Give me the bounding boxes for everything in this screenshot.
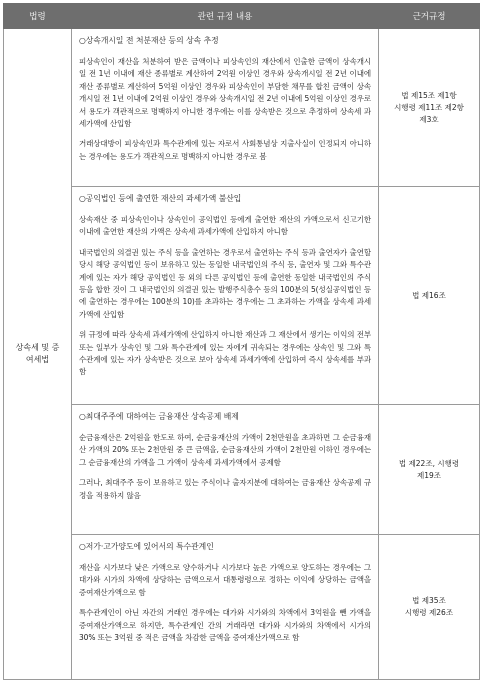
content-cell <box>72 535 379 680</box>
ref-line: 법 제35조 <box>412 596 446 605</box>
ref-line: 법 제22조, 시행령 <box>398 458 460 468</box>
section-paragraph: 그러나, 최대주주 등이 보유하고 있는 주식이나 출자지분에 대하여는 금융재산 상속공제 규정을 적용하지 않음 <box>79 478 371 500</box>
ref-line: 제3호 <box>419 114 439 124</box>
table-row <box>4 535 480 680</box>
law-group-cell <box>4 29 72 680</box>
ref-cell <box>379 405 480 535</box>
section-title: ○최대주주에 대하여는 금융재산 상속공제 배제 <box>79 412 239 421</box>
regulation-table <box>3 3 480 680</box>
ref-line: 제19조 <box>416 470 442 480</box>
section-paragraph: 피상속인이 재산을 처분하여 받은 금액이나 피상속인의 재산에서 인출한 금액이 상속개시일 전 1년 이내에 재산 종류별로 계산하여 2억원 이상인 경우와 상속개시일 전 2년 이내에 재산 종류별로 계산하여 5억원 이상인 경우와 피상속인이 부담한 채무를 합친 금액이 상속개시일 전 1년 이내에 2억원 이상인 경우와 상속개시일 전 2년 이내에 5억원 이상인 경우로서 용도가 객관적으로 명백하지 아니한 경우에는 이를 상속받은 것으로 추정하여 상속세 과세가액에 산입함 <box>79 57 371 129</box>
section-title: ○상속개시일 전 처분재산 등의 상속 추정 <box>79 36 219 45</box>
ref-cell <box>379 29 480 187</box>
section-paragraph: 상속재산 중 피상속인이나 상속인이 공익법인 등에게 출연한 재산의 가액으로서 신고기한 이내에 출연한 재산의 가액은 상속세 과세가액에 산입하지 아니함 <box>79 215 371 237</box>
section-paragraph: 내국법인의 의결권 있는 주식 등을 출연하는 경우로서 출연하는 주식 등과 출연자가 출연할 당시 해당 공익법인 등이 보유하고 있는 동일한 내국법인의 주식 등, 출연자 및 그와 특수관계에 있는 자가 해당 공익법인 등 외의 다른 공익법인 등에 출연한 동일한 내국법인의 주식 등을 합한 것이 그 내국법인의 의결권 있는 발행주식총수 등의 100분의 5(성실공익법인 등에 출연하는 경우에는 100분의 10)를 초과하는 경우에는 그 초과하는 가액을 상속세 과세가액에 산입함 <box>79 247 371 319</box>
ref-cell <box>379 187 480 405</box>
section-paragraph: 거래상대방이 피상속인과 특수관계에 있는 자로서 사회통념상 지출사실이 인정되지 아니하는 경우에는 용도가 객관적으로 명백하지 아니한 경우로 봄 <box>79 139 371 161</box>
header-ref: 근거규정 <box>379 4 480 29</box>
table-row <box>4 29 480 187</box>
section-title: ○공익법인 등에 출연한 재산의 과세가액 불산입 <box>79 194 242 203</box>
table-header-row <box>4 4 480 29</box>
ref-line: 시행령 제26조 <box>404 608 454 617</box>
section-title: ○저가·고가양도에 있어서의 특수관계인 <box>79 542 214 551</box>
table-row <box>4 405 480 535</box>
content-cell <box>72 405 379 535</box>
ref-line: 시행령 제11조 제2항 <box>394 102 464 112</box>
section-paragraph: 재산을 시가보다 낮은 가액으로 양수하거나 시가보다 높은 가액으로 양도하는 경우에는 그 대가와 시가의 차액에 상당하는 금액으로서 대통령령으로 정하는 이익에 상당하는 금액을 증여재산가액으로 함 <box>79 563 371 597</box>
ref-line: 법 제15조 제1항 <box>401 90 457 100</box>
section-paragraph: 위 규정에 따라 상속세 과세가액에 산입하지 아니한 재산과 그 재산에서 생기는 이익의 전부 또는 일부가 상속인 및 그와 특수관계에 있는 자에게 귀속되는 경우에는 상속인 및 그와 특수관계에 있는 자가 상속받은 것으로 보아 상속세 과세가액에 산입하여 즉시 상속세를 부과함 <box>79 330 371 377</box>
ref-cell <box>379 535 480 680</box>
table-row <box>4 187 480 405</box>
header-content: 관련 규정 내용 <box>72 4 379 29</box>
section-paragraph: 순금융재산은 2억원을 한도로 하여, 순금융재산의 가액이 2천만원을 초과하면 그 순금융재산 가액의 20% 또는 2천만원 중 큰 금액을, 순금융재산의 가액이 2천만원 이하인 경우에는 그 순금융재산의 가액을 그 가액이 상속세 과세가액에서 공제함 <box>79 433 371 467</box>
header-law: 법령 <box>4 4 72 29</box>
section-paragraph: 특수관계인이 아닌 자간의 거래인 경우에는 대가와 시가와의 차액에서 3억원을 뺀 가액을 증여재산가액으로 하지만, 특수관계인 간의 거래라면 대가와 시가와의 차액에서 시가의 30% 또는 3억원 중 적은 금액을 차감한 금액을 증여재산가액으로 함 <box>79 608 371 643</box>
ref-line: 법 제16조 <box>412 290 446 300</box>
content-cell <box>72 29 379 187</box>
law-group-label: 상속세 및 증여세법 <box>15 343 60 364</box>
content-cell <box>72 187 379 405</box>
